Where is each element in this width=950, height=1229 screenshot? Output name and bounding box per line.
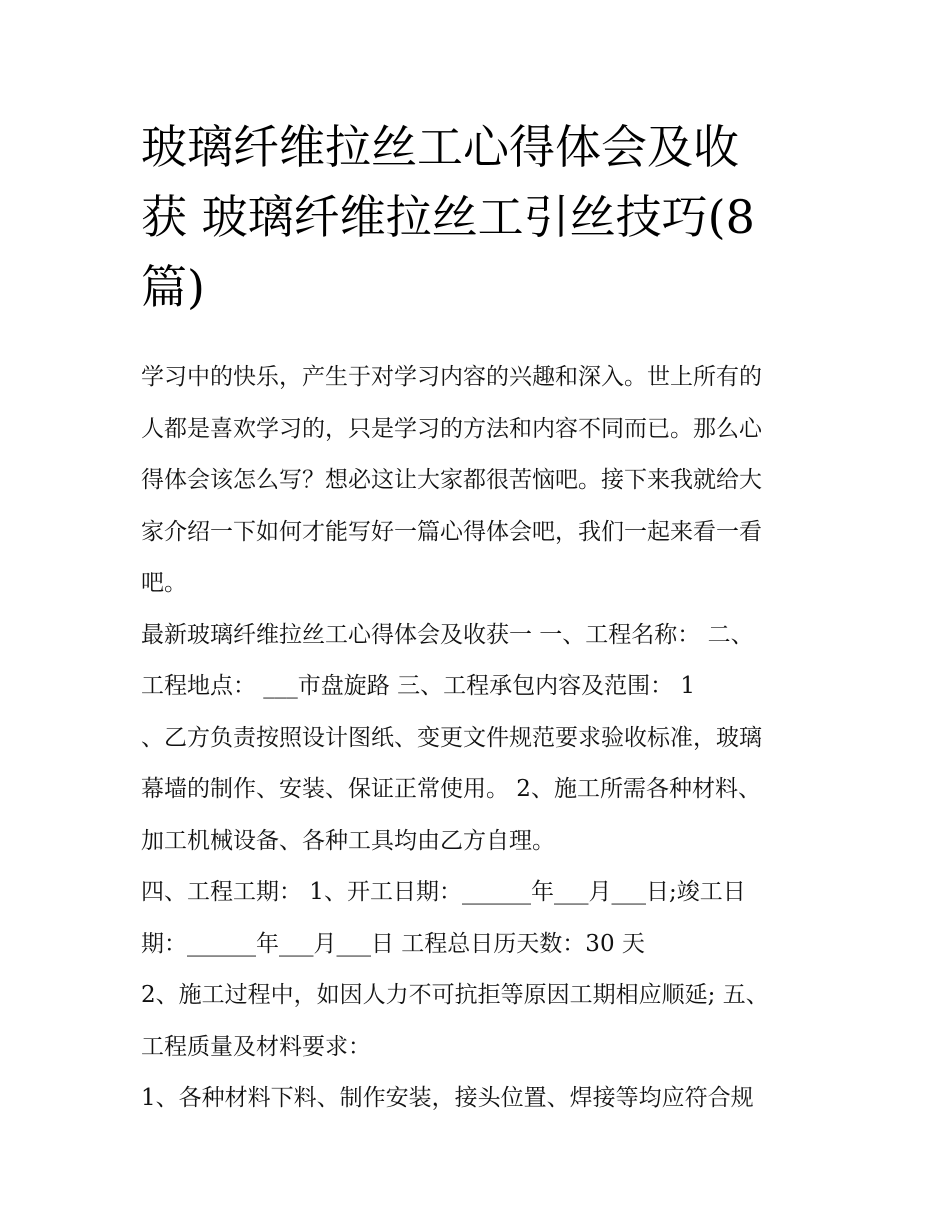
text-line: 工程地点： ___市盘旋路 三、工程承包内容及范围： 1 <box>141 673 696 699</box>
title-line: 篇) <box>141 260 205 314</box>
text-line: 1、各种材料下料、制作安装，接头位置、焊接等均应符合规 <box>141 1085 754 1111</box>
text-line: 家介绍一下如何才能写好一篇心得体会吧，我们一起来看一看 <box>141 518 762 545</box>
text-line: 加工机械设备、各种工具均由乙方自理。 <box>141 827 555 854</box>
text-line: 幕墙的制作、安装、保证正常使用。 2、施工所需各种材料、 <box>141 776 761 802</box>
text-line: 2、施工过程中，如因人力不可抗拒等原因工期相应顺延; 五、 <box>141 982 769 1008</box>
intro-paragraph <box>141 352 821 610</box>
text-line: 吧。 <box>141 570 187 596</box>
text-line: 最新玻璃纤维拉丝工心得体会及收获一 一、工程名称： 二、 <box>141 621 754 648</box>
document-body <box>141 352 821 1125</box>
schedule-paragraph <box>141 867 821 970</box>
contract-scope-paragraph <box>141 610 821 868</box>
title-line: 获 玻璃纤维拉丝工引丝技巧(8 <box>141 190 755 244</box>
text-line: 工程质量及材料要求： <box>141 1033 371 1060</box>
text-line: 四、工程工期： 1、开工日期：______年___月___日;竣工日 <box>141 879 746 905</box>
text-line: 学习中的快乐，产生于对学习内容的兴趣和深入。世上所有的 <box>141 364 762 390</box>
text-line: 期：______年___月___日 工程总日历天数：30 天 <box>141 930 645 957</box>
document-title <box>141 112 821 322</box>
title-line: 玻璃纤维拉丝工心得体会及收 <box>141 120 739 174</box>
delay-quality-paragraph <box>141 970 821 1073</box>
materials-paragraph <box>141 1073 821 1125</box>
text-line: 得体会该怎么写？想必这让大家都很苦恼吧。接下来我就给大 <box>141 467 762 493</box>
text-line: 、乙方负责按照设计图纸、变更文件规范要求验收标准，玻璃 <box>141 724 762 751</box>
text-line: 人都是喜欢学习的，只是学习的方法和内容不同而已。那么心 <box>141 415 762 442</box>
